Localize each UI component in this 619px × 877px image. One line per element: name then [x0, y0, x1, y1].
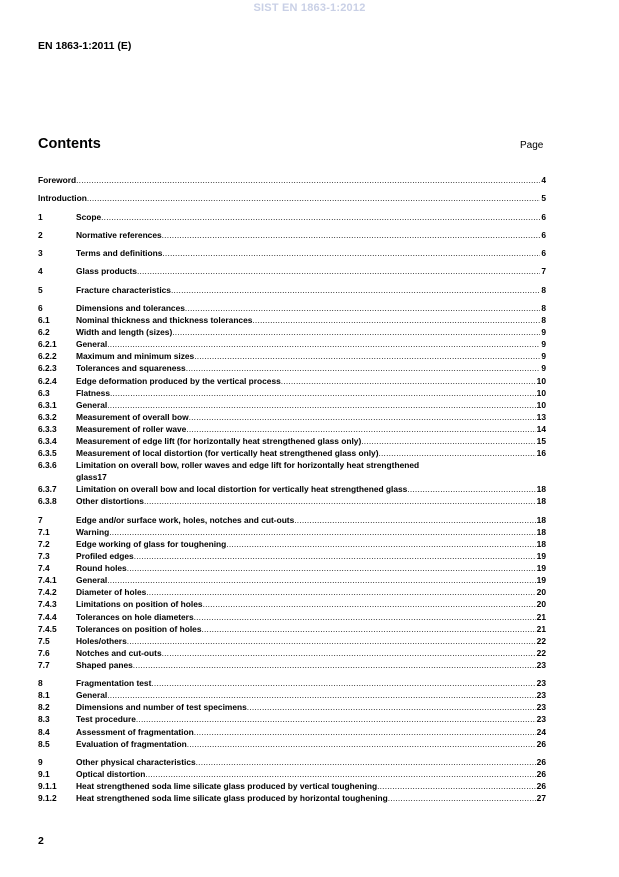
toc-dot-leader — [107, 574, 535, 586]
toc-entry-title: Nominal thickness and thickness tolerances — [76, 315, 253, 326]
toc-entry-page: 13 — [536, 411, 546, 422]
toc-entry[interactable] — [38, 326, 546, 338]
toc-entry-number: 8.4 — [38, 726, 50, 737]
toc-dot-leader — [162, 247, 540, 259]
toc-entry-number: 7.3 — [38, 551, 50, 562]
toc-dot-leader — [134, 550, 536, 562]
toc-entry[interactable] — [38, 768, 546, 780]
toc-dot-leader — [201, 623, 535, 635]
toc-entry-number: 7.4 — [38, 563, 50, 574]
toc-dot-leader — [171, 284, 540, 296]
toc-entry-page: 18 — [536, 526, 546, 537]
toc-dot-leader — [76, 174, 540, 186]
toc-entry-page: 23 — [536, 659, 546, 670]
toc-dot-leader — [133, 659, 536, 671]
toc-entry-number: 6.2.3 — [38, 363, 57, 374]
toc-entry-page: 18 — [536, 484, 546, 495]
toc-entry-number: 7.4.1 — [38, 575, 57, 586]
document-id: EN 1863-1:2011 (E) — [38, 40, 132, 52]
contents-heading: Contents — [38, 136, 101, 152]
toc-dot-leader — [127, 635, 536, 647]
toc-entry-page: 24 — [536, 726, 546, 737]
toc-entry-number: 7.7 — [38, 659, 50, 670]
toc-dot-leader — [107, 399, 535, 411]
toc-entry-page: 8 — [541, 302, 546, 313]
toc-entry-page: 18 — [536, 538, 546, 549]
toc-dot-leader — [162, 647, 536, 659]
toc-entry[interactable] — [38, 265, 546, 277]
toc-entry[interactable] — [38, 174, 546, 186]
toc-entry-number: 6 — [38, 302, 43, 313]
toc-dot-leader — [107, 689, 535, 701]
toc-entry[interactable] — [38, 302, 546, 314]
toc-entry[interactable] — [38, 495, 546, 507]
toc-entry-number: 6.3.5 — [38, 448, 57, 459]
toc-entry-title: Warning — [76, 526, 110, 537]
toc-entry-title: General — [76, 690, 108, 701]
toc-entry[interactable] — [38, 526, 546, 538]
toc-entry[interactable] — [38, 350, 546, 362]
toc-entry[interactable] — [38, 538, 546, 550]
toc-entry[interactable] — [38, 611, 546, 623]
toc-entry-title: Other distortions — [76, 496, 144, 507]
toc-entry-page: 9 — [541, 351, 546, 362]
toc-entry-page: 23 — [536, 690, 546, 701]
toc-entry[interactable] — [38, 647, 546, 659]
toc-entry-page: 22 — [536, 647, 546, 658]
toc-entry-title: Maximum and minimum sizes — [76, 351, 195, 362]
toc-entry[interactable] — [38, 598, 546, 610]
toc-entry[interactable] — [38, 689, 546, 701]
toc-entry-page: 20 — [536, 599, 546, 610]
toc-dot-leader — [361, 435, 535, 447]
toc-entry-title: Normative references — [76, 229, 162, 240]
toc-entry-number: 6.2.1 — [38, 339, 57, 350]
toc-entry-number: 4 — [38, 266, 43, 277]
toc-dot-leader — [194, 350, 540, 362]
toc-entry-number: 2 — [38, 229, 43, 240]
toc-entry-page: 10 — [536, 387, 546, 398]
toc-dot-leader — [146, 586, 535, 598]
toc-dot-leader — [110, 387, 536, 399]
toc-entry-title: Terms and definitions — [76, 248, 163, 259]
toc-entry-title: Dimensions and tolerances — [76, 302, 185, 313]
toc-entry-page: 26 — [536, 756, 546, 767]
page-number: 2 — [38, 835, 44, 847]
toc-entry-page: 10 — [536, 399, 546, 410]
toc-entry-title: Measurement of local distortion (for vertically heat strengthened glass only) — [76, 448, 379, 459]
toc-entry-title: Scope — [76, 211, 102, 222]
toc-entry-number: 6.2.2 — [38, 351, 57, 362]
toc-entry[interactable] — [38, 435, 546, 447]
toc-entry[interactable] — [38, 677, 546, 689]
toc-entry-continuation[interactable] — [38, 471, 546, 483]
toc-entry-number: 9.1.1 — [38, 781, 57, 792]
toc-dot-leader — [151, 677, 535, 689]
toc-entry-page: 18 — [536, 496, 546, 507]
toc-entry[interactable] — [38, 314, 546, 326]
toc-entry-page: 17 — [97, 472, 107, 483]
toc-entry-title: Foreword — [38, 175, 77, 185]
toc-entry[interactable] — [38, 447, 546, 459]
toc-entry-page: 18 — [536, 514, 546, 525]
toc-entry[interactable] — [38, 338, 546, 350]
toc-dot-leader — [379, 447, 536, 459]
toc-dot-leader — [187, 738, 536, 750]
toc-entry-number: 7 — [38, 514, 43, 525]
watermark: SIST EN 1863-1:2012 — [253, 2, 366, 14]
toc-entry-title: Heat strengthened soda lime silicate glass produced by horizontal toughening — [76, 793, 388, 804]
toc-dot-leader — [107, 338, 540, 350]
toc-entry[interactable] — [38, 756, 546, 768]
toc-entry-page: 7 — [541, 266, 546, 277]
toc-entry-page: 15 — [536, 436, 546, 446]
toc-entry-title: Round holes — [76, 563, 127, 574]
toc-dot-leader — [189, 411, 536, 423]
toc-entry-page: 8 — [541, 315, 546, 326]
toc-dot-leader — [186, 362, 541, 374]
toc-dot-leader — [377, 780, 536, 792]
toc-dot-leader — [252, 314, 540, 326]
toc-entry[interactable] — [38, 701, 546, 713]
toc-entry-number: 6.3.8 — [38, 496, 57, 507]
toc-entry[interactable] — [38, 284, 546, 296]
toc-entry-title: Limitations on position of holes — [76, 599, 203, 610]
toc-entry-page: 8 — [541, 284, 546, 295]
toc-entry-title: Introduction — [38, 193, 87, 204]
toc-entry-page: 26 — [536, 769, 546, 779]
toc-entry-title: Width and length (sizes) — [76, 327, 173, 338]
toc-entry-title: Measurement of overall bow — [76, 411, 189, 422]
toc-dot-leader — [186, 423, 535, 435]
toc-entry-number: 3 — [38, 248, 43, 259]
toc-entry-page: 21 — [536, 611, 546, 622]
toc-dot-leader — [388, 792, 536, 804]
toc-entry[interactable] — [38, 387, 546, 399]
toc-entry[interactable] — [38, 792, 546, 804]
toc-entry-page: 19 — [536, 563, 546, 574]
toc-dot-leader — [109, 526, 535, 538]
toc-entry-title: General — [76, 399, 108, 410]
toc-entry-title: General — [76, 575, 108, 586]
toc-entry-page: 23 — [536, 714, 546, 725]
toc-entry-title: Tolerances on position of holes — [76, 623, 202, 634]
toc-entry[interactable] — [38, 738, 546, 750]
toc-dot-leader — [196, 756, 536, 768]
toc-entry-title: Edge working of glass for toughening — [76, 538, 227, 549]
toc-entry-title: Other physical characteristics — [76, 756, 196, 767]
toc-entry[interactable] — [38, 211, 546, 223]
toc-entry[interactable] — [38, 375, 546, 387]
toc-entry[interactable] — [38, 562, 546, 574]
toc-entry-number: 1 — [38, 211, 43, 222]
toc-entry[interactable] — [38, 659, 546, 671]
toc-entry[interactable] — [38, 247, 546, 259]
toc-entry-number: 7.6 — [38, 647, 50, 658]
toc-entry-title: Assessment of fragmentation — [76, 726, 194, 737]
toc-entry[interactable] — [38, 423, 546, 435]
toc-entry-number: 9.1.2 — [38, 793, 57, 804]
toc-dot-leader — [281, 375, 536, 387]
toc-entry[interactable] — [38, 514, 546, 526]
toc-entry-page: 14 — [536, 423, 546, 434]
toc-entry-number: 8 — [38, 678, 43, 689]
toc-entry-title: Flatness — [76, 387, 110, 398]
toc-entry-page: 6 — [541, 248, 546, 259]
toc-dot-leader — [162, 229, 541, 241]
toc-entry-number: 6.3.7 — [38, 484, 57, 495]
toc-dot-leader — [144, 495, 536, 507]
toc-dot-leader — [226, 538, 535, 550]
toc-entry-title: Measurement of edge lift (for horizontally heat strengthened glass only) — [76, 436, 362, 446]
toc-entry-number: 5 — [38, 284, 43, 295]
toc-entry-page: 16 — [536, 448, 546, 459]
toc-entry-page: 9 — [541, 327, 546, 338]
toc-entry[interactable] — [38, 713, 546, 725]
toc-entry-page: 9 — [541, 339, 546, 350]
toc-entry-title: Evaluation of fragmentation — [76, 738, 187, 749]
toc-entry[interactable] — [38, 623, 546, 635]
toc-entry-page: 10 — [536, 375, 546, 386]
toc-entry-number: 7.1 — [38, 526, 50, 537]
toc-dot-leader — [136, 713, 536, 725]
toc-dot-leader — [127, 562, 536, 574]
toc-entry-title: Heat strengthened soda lime silicate glass produced by vertical toughening — [76, 781, 378, 792]
toc-dot-leader — [172, 326, 540, 338]
toc-entry[interactable] — [38, 586, 546, 598]
toc-entry-number: 6.2.4 — [38, 375, 57, 386]
toc-entry-number: 9.1 — [38, 769, 50, 779]
toc-entry-number: 6.1 — [38, 315, 50, 326]
toc-entry-title: Measurement of roller wave — [76, 423, 187, 434]
toc-entry-page: 21 — [536, 623, 546, 634]
toc-entry-title: Shaped panes — [76, 659, 133, 670]
toc-entry-number: 8.3 — [38, 714, 50, 725]
toc-entry-number: 7.4.5 — [38, 623, 57, 634]
toc-entry-number: 6.3 — [38, 387, 50, 398]
toc-entry-title: Optical distortion — [76, 769, 146, 779]
toc-entry-page: 9 — [541, 363, 546, 374]
toc-entry-number: 7.4.4 — [38, 611, 57, 622]
toc-entry-number: 7.4.3 — [38, 599, 57, 610]
toc-entry-number: 8.2 — [38, 702, 50, 713]
toc-entry[interactable] — [38, 192, 546, 204]
toc-dot-leader — [194, 611, 536, 623]
toc-entry-title: Notches and cut-outs — [76, 647, 162, 658]
toc-dot-leader — [145, 768, 535, 780]
toc-entry-number: 6.3.3 — [38, 423, 57, 434]
toc-entry-title: Glass products — [76, 266, 137, 277]
toc-entry[interactable] — [38, 726, 546, 738]
toc-entry-number: 6.3.2 — [38, 411, 57, 422]
toc-entry-page: 26 — [536, 781, 546, 792]
toc-entry-title: Fragmentation test — [76, 678, 152, 689]
toc-entry-number: 7.2 — [38, 538, 50, 549]
toc-entry-number: 7.5 — [38, 635, 50, 646]
toc-entry-title: Profiled edges — [76, 551, 134, 562]
toc-entry-title: Edge deformation produced by the vertical process — [76, 375, 281, 386]
page-column-label: Page — [520, 140, 544, 151]
toc-dot-leader — [137, 265, 540, 277]
toc-entry-title: Limitation on overall bow, roller waves and edge lift for horizontally heat strengthened — [76, 460, 420, 471]
toc-entry-title: Tolerances and squareness — [76, 363, 186, 374]
toc-entry-page: 27 — [536, 793, 546, 804]
toc-entry-page: 26 — [536, 738, 546, 749]
toc-entry-number: 6.2 — [38, 327, 50, 338]
toc-entry-page: 22 — [536, 635, 546, 646]
toc-entry-number: 9 — [38, 756, 43, 767]
table-of-contents — [38, 174, 546, 804]
toc-entry[interactable] — [38, 229, 546, 241]
toc-dot-leader — [294, 514, 535, 526]
toc-entry-title: Tolerances on hole diameters — [76, 611, 194, 622]
toc-dot-leader — [194, 726, 536, 738]
toc-entry-title: Fracture characteristics — [76, 284, 171, 295]
toc-entry-page: 20 — [536, 587, 546, 598]
toc-entry-page: 19 — [536, 551, 546, 562]
toc-entry-page: 23 — [536, 702, 546, 713]
toc-entry-number: 6.3.4 — [38, 436, 57, 446]
toc-entry-number: 8.5 — [38, 738, 50, 749]
toc-entry-title: Dimensions and number of test specimens — [76, 702, 247, 713]
toc-entry-number: 6.3.6 — [38, 460, 57, 471]
toc-entry-page: 19 — [536, 575, 546, 586]
toc-entry[interactable] — [38, 411, 546, 423]
toc-entry[interactable] — [38, 362, 546, 374]
toc-entry-title: Edge and/or surface work, holes, notches and cut-outs — [76, 514, 295, 525]
toc-entry[interactable] — [38, 574, 546, 586]
toc-dot-leader — [101, 211, 540, 223]
toc-entry[interactable] — [38, 459, 546, 471]
toc-dot-leader — [247, 701, 536, 713]
toc-entry-number: 6.3.1 — [38, 399, 57, 410]
toc-dot-leader — [185, 302, 540, 314]
toc-entry-number: 8.1 — [38, 690, 50, 701]
toc-entry-page: 5 — [541, 193, 546, 204]
toc-entry-page: 23 — [536, 678, 546, 689]
toc-entry-page: 4 — [541, 175, 546, 185]
toc-entry[interactable] — [38, 550, 546, 562]
toc-dot-leader — [87, 192, 540, 204]
toc-entry[interactable] — [38, 635, 546, 647]
toc-entry[interactable] — [38, 399, 546, 411]
toc-entry-title-continued: glass — [76, 472, 98, 483]
toc-dot-leader — [407, 483, 535, 495]
toc-entry-title: Test procedure — [76, 714, 136, 725]
toc-dot-leader — [203, 598, 536, 610]
toc-entry-number: 7.4.2 — [38, 587, 57, 598]
toc-entry-page: 6 — [541, 229, 546, 240]
toc-entry-title: Diameter of holes — [76, 587, 147, 598]
toc-entry[interactable] — [38, 780, 546, 792]
toc-entry[interactable] — [38, 483, 546, 495]
toc-entry-title: General — [76, 339, 108, 350]
toc-entry-title: Limitation on overall bow and local distortion for vertically heat strengthened glass — [76, 484, 408, 495]
toc-entry-title: Holes/others — [76, 635, 127, 646]
toc-entry-page: 6 — [541, 211, 546, 222]
